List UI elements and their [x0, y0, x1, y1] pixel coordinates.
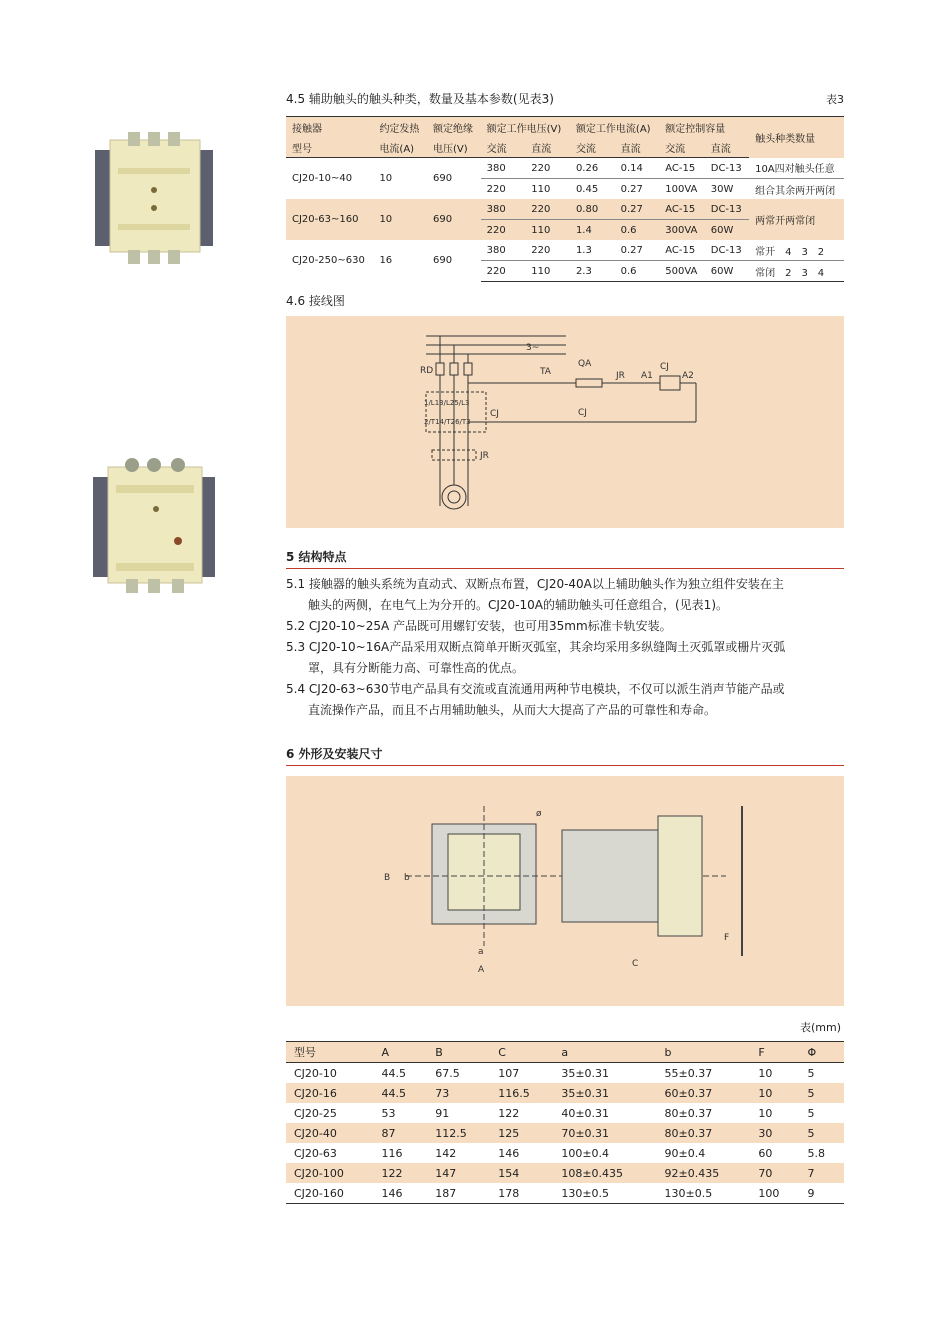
table-row: CJ20-100 122 147 154 108±0.435 92±0.435 70 7 [286, 1163, 844, 1183]
table-cell: 110 [525, 220, 570, 241]
terminals-top-label: 1/L13/L25/L3 [424, 399, 470, 407]
jr-label: JR [616, 371, 625, 381]
dim-B-label: B [384, 873, 391, 883]
table-cell: 380 [481, 199, 526, 220]
table-cell: AC-15 [659, 199, 705, 220]
table-cell: 110 [525, 261, 570, 282]
para-5-3: 5.3 CJ20-10~16A产品采用双断点简单开断灭弧室，其余均采用多纵缝陶土灭弧罩或栅片灭弧 [286, 640, 786, 654]
table-cell: 690 [433, 173, 453, 184]
table-cell: 380 [486, 244, 506, 256]
section-4-6-title: 4.6 接线图 [286, 294, 345, 308]
dimension-drawing [286, 776, 844, 1006]
table-cell: 组合其余两开两闭 [749, 179, 844, 200]
table-cell: 220 [481, 179, 526, 200]
section-4-5-title: 4.5 辅助触头的触头种类，数量及基本参数(见表3) [286, 92, 554, 106]
th-A: A [373, 1042, 427, 1063]
rd-label: RD [420, 366, 434, 376]
table-3-tag: 表3 [826, 93, 844, 106]
table-cell: 1.4 [570, 220, 615, 241]
table-cell: 0.27 [615, 179, 660, 200]
th-insul: 额定绝缘 [427, 117, 481, 138]
table-cell: 220 [531, 162, 551, 174]
table-row: CJ20-40 87 112.5 125 70±0.31 80±0.37 30 5 [286, 1123, 844, 1143]
dim-a-label: a [478, 947, 484, 957]
th-contacts: 触头种类数量 [749, 117, 844, 158]
table-cell: 60W [705, 220, 749, 241]
table-cell: 100VA [659, 179, 705, 200]
table-cell: AC-15 [665, 244, 696, 256]
th-model: 接触器 [286, 117, 373, 138]
th-control: 额定控制容量 [659, 117, 749, 138]
table-cell: 220 [481, 220, 526, 241]
th-insul-2: 电压(V) [427, 137, 481, 158]
table-cell: 2.3 [570, 261, 615, 282]
table-cell: 300VA [659, 220, 705, 241]
table-row: CJ20-10 44.5 67.5 107 35±0.31 55±0.37 10 5 [294, 1066, 815, 1080]
cj-coil-label: CJ [660, 362, 669, 372]
table-cell: 220 [525, 199, 570, 220]
th-heat: 约定发热 [373, 117, 427, 138]
section-5-text [286, 574, 844, 721]
table-cell: 两常开两常闭 [749, 199, 844, 240]
table-cell: 1.3 [575, 244, 592, 256]
table-row: CJ20-25 53 91 122 40±0.31 80±0.37 10 5 [294, 1106, 815, 1120]
table-row: CJ20-63 116 142 146 100±0.4 90±0.4 60 5.8 [294, 1146, 825, 1160]
table-cell: 0.6 [615, 220, 660, 241]
table-mm-tag: 表(mm) [800, 1021, 842, 1034]
contactor-photo-1 [90, 128, 218, 268]
table-cell: CJ20-63~160 [286, 199, 373, 240]
th-C: C [490, 1042, 553, 1063]
table-cell: 16 [379, 255, 393, 267]
table-cell: 常闭 2 3 4 [749, 261, 844, 282]
a1-label: A1 [641, 371, 653, 381]
table-cell: 0.14 [620, 162, 643, 174]
wiring-diagram [286, 316, 844, 528]
ta-label: TA [540, 367, 551, 377]
table-cell: 0.27 [620, 244, 643, 256]
th-F: F [750, 1042, 799, 1063]
table-cell: 10A四对触头任意 [755, 164, 835, 176]
table-cell: 30W [705, 179, 749, 200]
th-dc: 直流 [525, 137, 570, 158]
th-phi: Φ [799, 1042, 844, 1063]
th-ac: 交流 [570, 137, 615, 158]
table-cell: 380 [486, 162, 506, 174]
table-cell: DC-13 [710, 162, 742, 174]
th-work-current: 额定工作电流(A) [570, 117, 659, 138]
table-cell: 10 [373, 199, 427, 240]
jr-bottom-label: JR [480, 451, 489, 461]
table-cell: AC-15 [665, 162, 696, 174]
th-ac: 交流 [659, 137, 705, 158]
table-cell: 0.26 [575, 162, 599, 174]
table-cell: 220 [481, 261, 526, 282]
qa-label: QA [578, 359, 592, 369]
table-cell: 690 [433, 255, 453, 267]
table-cell: 220 [531, 244, 551, 256]
th-model: 型号 [286, 1042, 373, 1063]
para-5-1-cont: 触头的两侧，在电气上为分开的。CJ20-10A的辅助触头可任意组合，(见表1)。 [308, 598, 728, 612]
table-cell: CJ20-250~630 [292, 255, 365, 267]
th-dc: 直流 [615, 137, 660, 158]
dimension-table [286, 1041, 844, 1204]
th-heat-2: 电流(A) [373, 137, 427, 158]
wiring-diagram-panel [286, 316, 844, 528]
th-a: a [553, 1042, 656, 1063]
terminals-bot-label: 2/T14/T26/T3 [424, 418, 471, 426]
th-model-2: 型号 [286, 137, 373, 158]
table-cell: 10 [379, 173, 393, 184]
para-5-3-cont: 罩，具有分断能力高、可靠性高的优点。 [308, 661, 525, 675]
dimension-drawing-panel [286, 776, 844, 1006]
table-cell: 0.6 [615, 261, 660, 282]
th-work-voltage: 额定工作电压(V) [481, 117, 570, 138]
th-ac: 交流 [481, 137, 526, 158]
table-cell: 0.27 [615, 199, 660, 220]
table-cell: 0.45 [570, 179, 615, 200]
phase-label: 3~ [526, 343, 540, 353]
dim-A-label: A [478, 965, 485, 975]
para-5-4-cont: 直流操作产品，而且不占用辅助触头，从而大大提高了产品的可靠性和寿命。 [308, 703, 717, 717]
table-cell: 60W [705, 261, 749, 282]
para-5-2: 5.2 CJ20-10~25A 产品既可用螺钉安装，也可用35mm标准卡轨安装。 [286, 619, 672, 633]
th-dc: 直流 [705, 137, 749, 158]
table-cell: 0.80 [570, 199, 615, 220]
section-6-title: 6 外形及安装尺寸 [286, 745, 844, 766]
dim-F-label: F [724, 933, 730, 943]
cj-aux-label: CJ [578, 408, 587, 418]
dim-phi-label: ø [536, 809, 542, 819]
table-cell: 110 [525, 179, 570, 200]
para-5-1: 5.1 接触器的触头系统为直动式、双断点布置，CJ20-40A以上辅助触头作为独立组件安装在主 [286, 577, 784, 591]
table-cell: DC-13 [705, 199, 749, 220]
contactor-photo-2 [90, 455, 218, 595]
cj-label: CJ [490, 409, 499, 419]
dim-C-label: C [632, 959, 639, 969]
table-cell: DC-13 [710, 244, 742, 256]
table-row: CJ20-16 44.5 73 116.5 35±0.31 60±0.37 10 5 [286, 1083, 844, 1103]
table-cell: 常开 4 3 2 [755, 246, 825, 258]
aux-contact-table [286, 116, 844, 282]
para-5-4: 5.4 CJ20-63~630节电产品具有交流或直流通用两种节电模块，不仅可以派生消声节能产品或 [286, 682, 785, 696]
table-cell: 690 [427, 199, 481, 240]
a2-label: A2 [682, 371, 694, 381]
th-b: b [656, 1042, 750, 1063]
th-B: B [427, 1042, 490, 1063]
table-cell: CJ20-10~40 [292, 173, 353, 184]
section-5-title: 5 结构特点 [286, 548, 844, 569]
dim-b-label: b [404, 873, 410, 883]
table-row: CJ20-160 146 187 178 130±0.5 130±0.5 100 9 [286, 1183, 844, 1204]
table-cell: 500VA [659, 261, 705, 282]
